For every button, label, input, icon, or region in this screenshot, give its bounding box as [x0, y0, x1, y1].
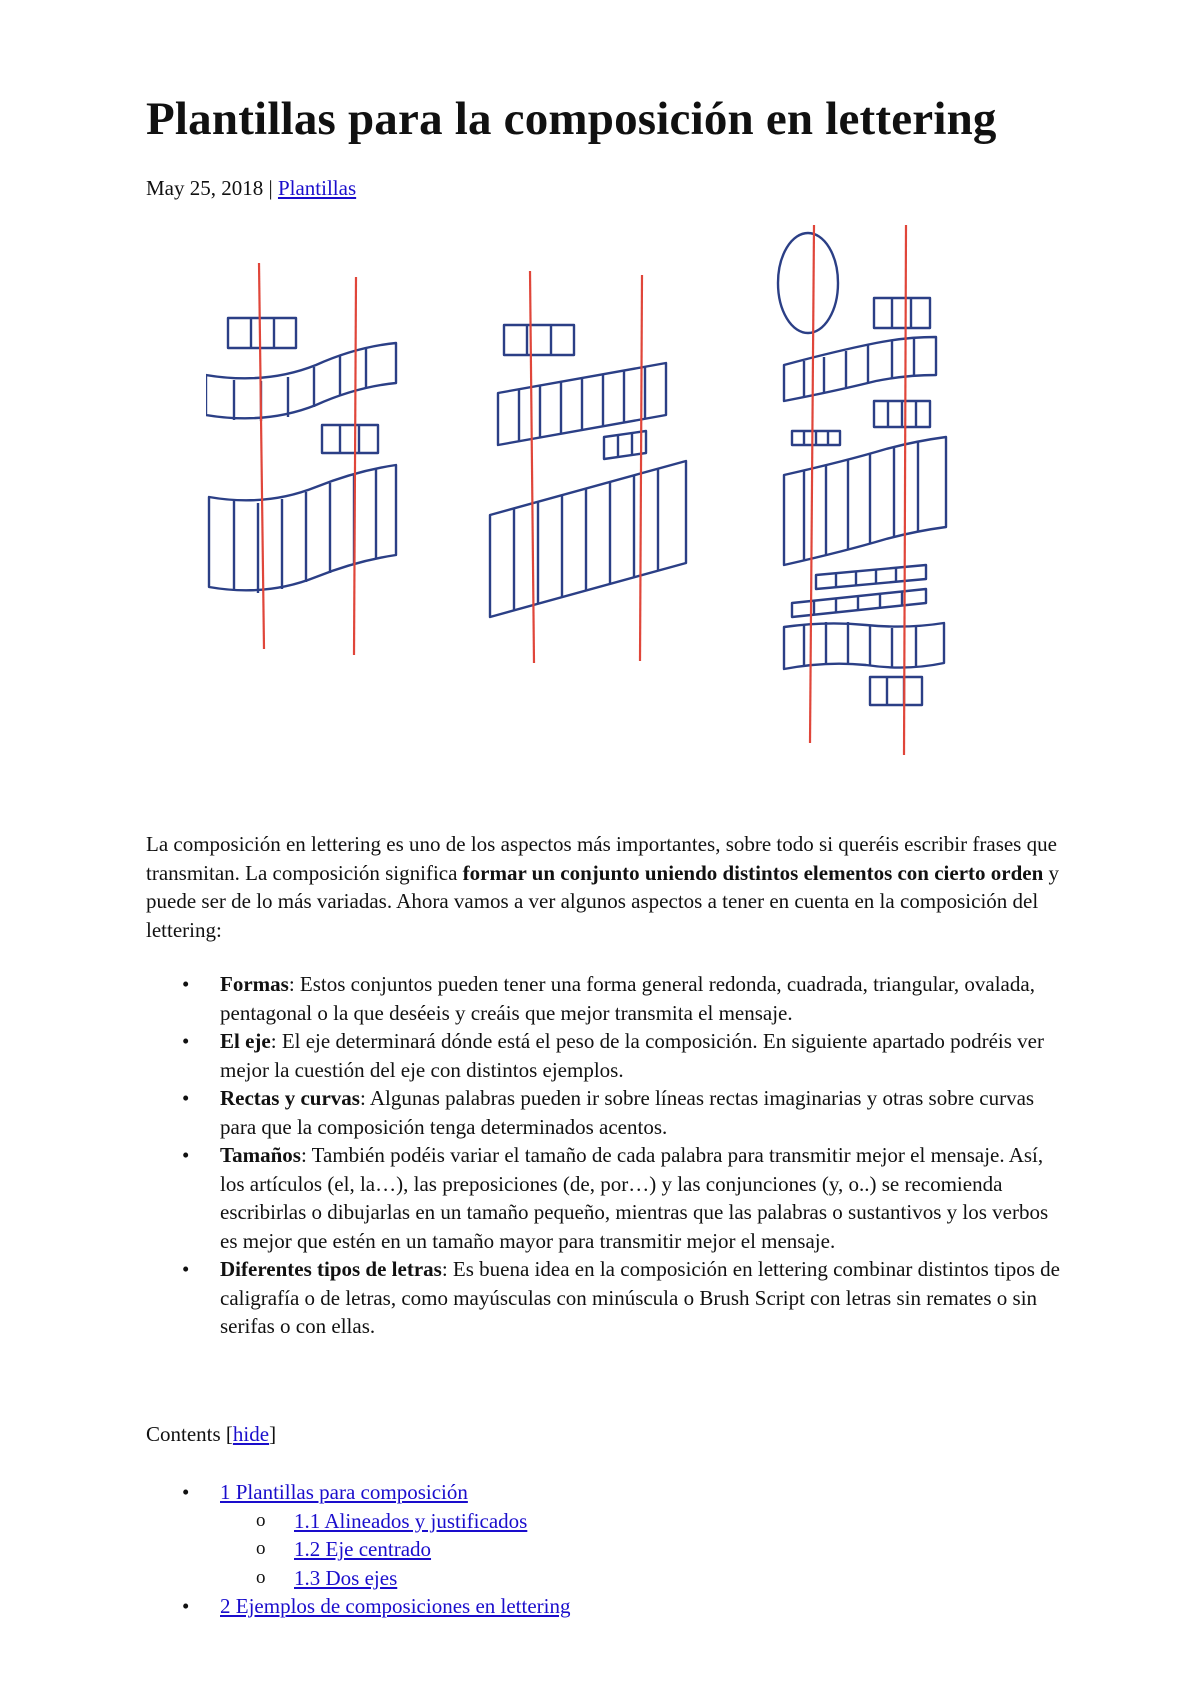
template-1-sketch	[206, 318, 396, 593]
aspects-list	[146, 970, 1066, 1341]
bullet-icon: •	[182, 1480, 190, 1504]
circle-bullet-icon: o	[256, 1538, 266, 1559]
item-text: : También podéis variar el tamaño de cada palabra para transmitir mejor el mensaje. Así, los artículos (el, la…), las preposiciones (de, por…) y las conjunciones (y, o..) se recomienda escribirlas o dibujarlas en un tamaño pequeño, mientras que las palabras o sustantivos y los verbos es mejor que estén en un tamaño mayor para transmitir mejor el mensaje.	[220, 1143, 1049, 1253]
toc-link-eje-centrado[interactable]: 1.2 Eje centrado	[294, 1537, 432, 1561]
item-text: : Estos conjuntos pueden tener una forma general redonda, cuadrada, triangular, ovalada, pentagonal o la que deséeis y creáis que mejor transmita el mensaje.	[220, 972, 1035, 1025]
bullet-icon: •	[182, 1029, 190, 1053]
list-item	[146, 1084, 1066, 1141]
hide-toc-link[interactable]: hide	[232, 1422, 270, 1446]
template-3-sketch	[778, 233, 946, 705]
list-item	[146, 1027, 1066, 1084]
bracket-open: [	[225, 1422, 233, 1446]
item-term: Diferentes tipos de letras	[220, 1257, 442, 1281]
meta-separator: |	[263, 176, 278, 200]
toc-sublist	[220, 1507, 1046, 1593]
bullet-icon: •	[182, 972, 190, 996]
circle-bullet-icon: o	[256, 1566, 266, 1588]
item-term: Tamaños	[220, 1143, 301, 1167]
toc-link-plantillas[interactable]: 1 Plantillas para composición	[220, 1480, 468, 1504]
list-item	[146, 970, 1066, 1027]
bullet-icon: •	[182, 1594, 190, 1618]
item-term: El eje	[220, 1029, 271, 1053]
toc-item	[146, 1478, 1046, 1592]
toc-subitem	[220, 1564, 1046, 1593]
intro-bold: formar un conjunto uniendo distintos elementos con cierto orden	[462, 860, 1044, 885]
item-term: Formas	[220, 972, 289, 996]
list-item	[146, 1141, 1066, 1255]
post-date: May 25, 2018	[146, 176, 264, 200]
toc-item	[146, 1592, 1046, 1621]
bracket-close: ]	[269, 1422, 277, 1446]
toc-subitem	[220, 1507, 1046, 1536]
toc-link-alineados[interactable]: 1.1 Alineados y justificados	[294, 1508, 528, 1533]
toc-link-ejemplos[interactable]: 2 Ejemplos de composiciones en lettering	[220, 1594, 571, 1618]
bullet-icon: •	[182, 1257, 190, 1281]
intro-text-1: La composición en lettering es uno de los aspectos más importantes, sobre todo si queréis escribir frases que transmitan. La composición significa	[146, 832, 1057, 885]
bullet-icon: •	[182, 1086, 190, 1110]
list-item	[146, 1255, 1066, 1341]
template-2-sketch	[490, 325, 686, 617]
post-meta	[146, 176, 356, 201]
lettering-templates-illustration	[206, 225, 986, 805]
contents-heading	[146, 1422, 276, 1447]
intro-text-2: y puede ser de lo más variadas. Ahora vamos a ver algunos aspectos a tener en cuenta en la composición del lettering:	[146, 860, 1060, 942]
circle-bullet-icon: o	[256, 1509, 266, 1531]
toc-subitem	[220, 1535, 1046, 1564]
bullet-icon: •	[182, 1143, 190, 1167]
table-of-contents	[146, 1478, 1046, 1621]
item-term: Rectas y curvas	[220, 1086, 360, 1110]
toc-link-dos-ejes[interactable]: 1.3 Dos ejes	[294, 1565, 398, 1590]
item-text: : El eje determinará dónde está el peso de la composición. En siguiente apartado podréis ver mejor la cuestión del eje con distintos ejemplos.	[220, 1029, 1044, 1082]
intro-paragraph	[146, 830, 1066, 944]
page-title: Plantillas para la composición en lettering	[146, 93, 997, 145]
category-link[interactable]: Plantillas	[277, 176, 357, 200]
contents-label: Contents	[146, 1422, 226, 1446]
item-text: : Es buena idea en la composición en lettering combinar distintos tipos de caligrafía o de letras, como mayúsculas con minúscula o Brush Script con letras sin remates o sin serifas o con ellas.	[220, 1257, 1060, 1338]
item-text: : Algunas palabras pueden ir sobre líneas rectas imaginarias y otras sobre curvas para que la composición tenga determinados acentos.	[220, 1086, 1035, 1139]
